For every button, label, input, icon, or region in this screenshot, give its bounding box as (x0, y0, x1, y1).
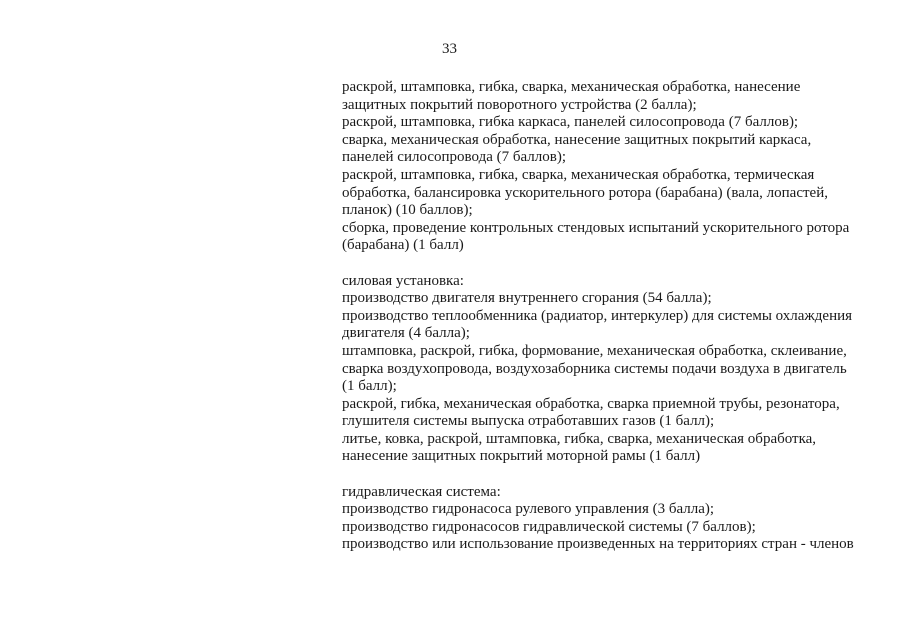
text-line: производство гидронасоса рулевого управления (3 балла); (342, 501, 715, 518)
text-line: двигателя (4 балла); (342, 325, 470, 342)
text-line: штамповка, раскрой, гибка, формование, механическая обработка, склеивание, (342, 342, 847, 359)
section-heading: силовая установка: (342, 272, 464, 289)
document-body (342, 79, 872, 572)
section-heading: гидравлическая система: (342, 483, 501, 500)
text-line: сборка, проведение контрольных стендовых испытаний ускорительного ротора (342, 219, 850, 236)
text-line: защитных покрытий поворотного устройства (2 балла); (342, 96, 697, 113)
text-line: сварка воздухопровода, воздухозаборника системы подачи воздуха в двигатель (342, 360, 847, 377)
text-line: планок) (10 баллов); (342, 202, 473, 219)
text-line: нанесение защитных покрытий моторной рамы (1 балл) (342, 448, 701, 465)
text-line: раскрой, штамповка, гибка каркаса, панелей силосопровода (7 баллов); (342, 114, 799, 131)
text-line: производство двигателя внутреннего сгорания (54 балла); (342, 290, 712, 307)
text-line: литье, ковка, раскрой, штамповка, гибка, сварка, механическая обработка, (342, 430, 817, 447)
page-number: 33 (442, 41, 457, 57)
text-line: производство или использование произведенных на территориях стран - членов (342, 536, 854, 553)
text-line: раскрой, штамповка, гибка, сварка, механическая обработка, нанесение (342, 79, 801, 95)
text-line: (барабана) (1 балл) (342, 237, 464, 254)
section-rotary-and-silo-operations (342, 79, 872, 255)
text-line: раскрой, гибка, механическая обработка, сварка приемной трубы, резонатора, (342, 395, 840, 412)
section-hydraulic-system (342, 484, 872, 554)
text-line: панелей силосопровода (7 баллов); (342, 149, 566, 166)
text-line: глушителя системы выпуска отработавших газов (1 балл); (342, 413, 715, 430)
text-line: раскрой, штамповка, гибка, сварка, механическая обработка, термическая (342, 166, 815, 183)
text-line: сварка, механическая обработка, нанесение защитных покрытий каркаса, (342, 131, 812, 148)
section-power-unit (342, 273, 872, 467)
text-line: обработка, балансировка ускорительного ротора (барабана) (вала, лопастей, (342, 184, 828, 201)
text-line: производство гидронасосов гидравлической системы (7 баллов); (342, 518, 756, 535)
text-line: производство теплообменника (радиатор, интеркулер) для системы охлаждения (342, 307, 853, 324)
text-line: (1 балл); (342, 378, 397, 395)
